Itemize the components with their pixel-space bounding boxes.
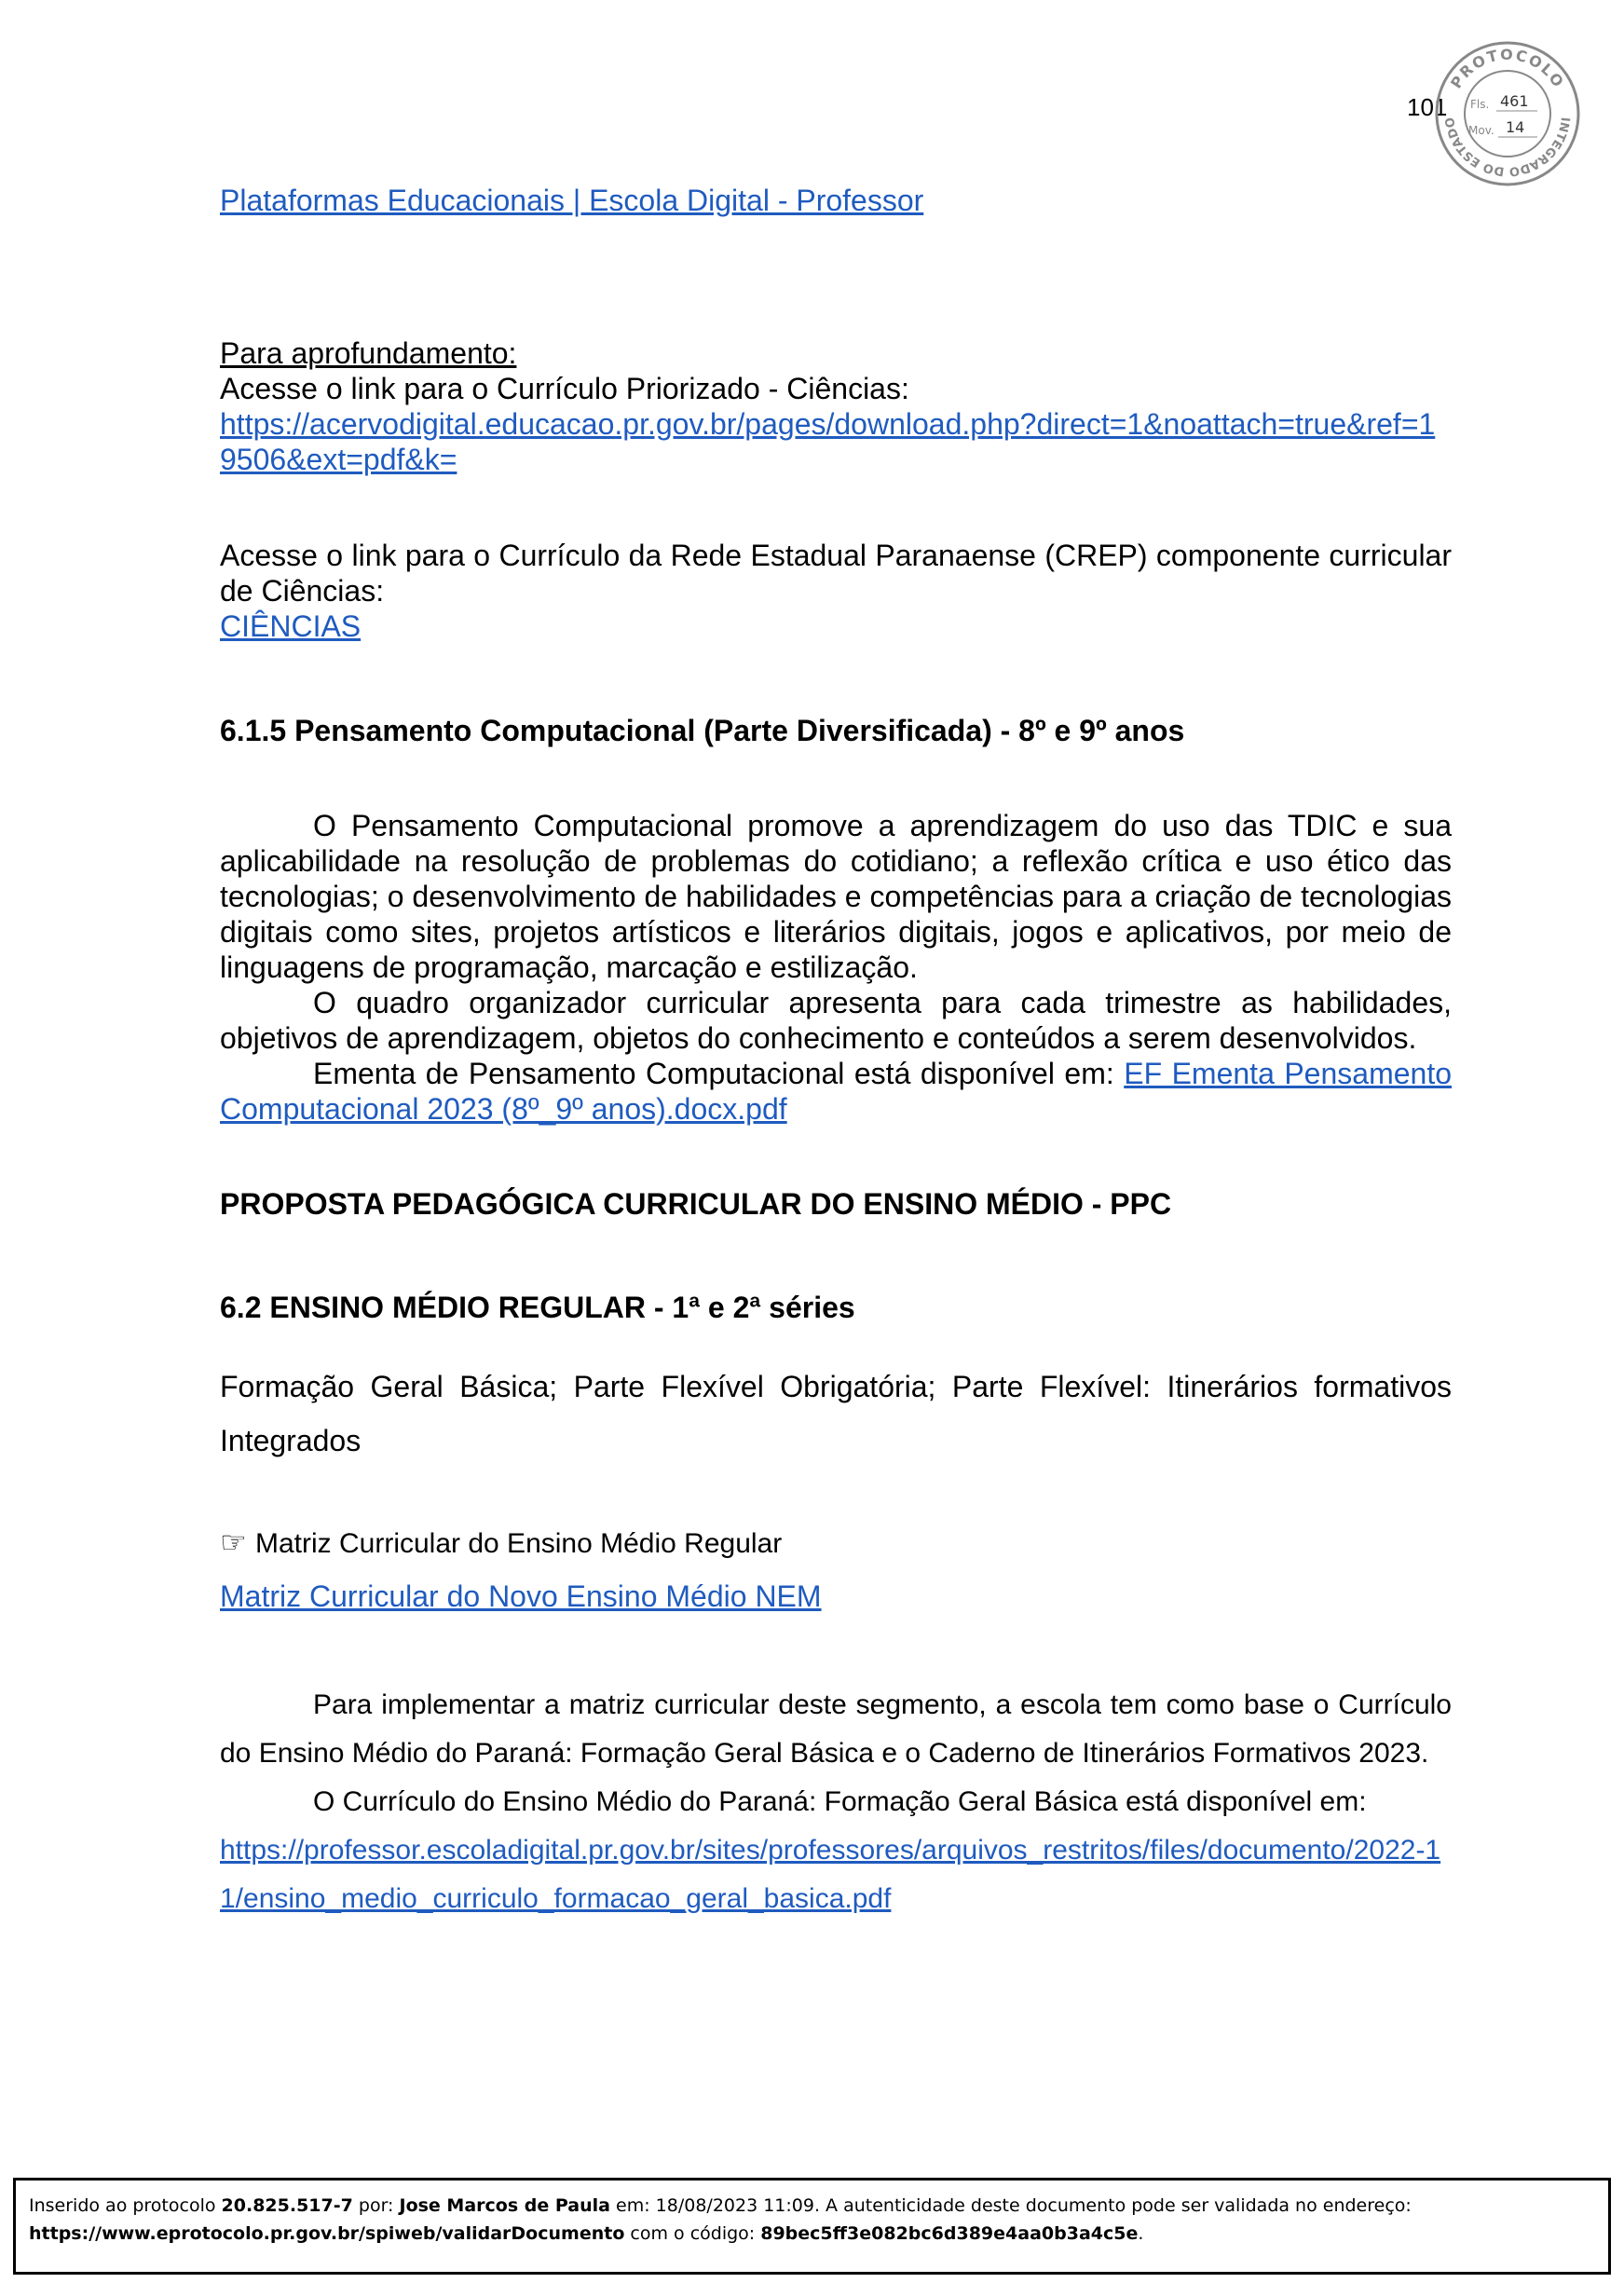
matriz-nem-link[interactable]: Matriz Curricular do Novo Ensino Médio NEM: [220, 1579, 822, 1613]
formation-text: Formação Geral Básica; Parte Flexível Obrigatória; Parte Flexível: Itinerários formativos Integrados: [220, 1370, 1452, 1457]
matrix-label-line: [220, 1524, 1452, 1563]
ciencias-link[interactable]: CIÊNCIAS: [220, 609, 362, 643]
footer-author: Jose Marcos de Paula: [399, 2195, 610, 2216]
svg-text:PROTOCOLO: [1447, 46, 1568, 91]
footer-t3: em: 18/08/2023 11:09. A autenticidade deste documento pode ser validada no endereço:: [609, 2195, 1412, 2216]
section-62-p2: O Currículo do Ensino Médio do Paraná: Formação Geral Básica está disponível em:: [313, 1786, 1367, 1817]
footer-line1: [29, 2192, 1595, 2220]
footer-t5: .: [1138, 2223, 1144, 2244]
stamp-bottom-text: INTEGRADO DO ESTADO: [1442, 116, 1572, 179]
section-615-body: [220, 808, 1452, 1127]
section-62-body: [220, 1681, 1452, 1923]
stamp-top-text: PROTOCOLO: [1447, 46, 1568, 92]
stamp-mov-value: 14: [1506, 118, 1525, 136]
section-615-p3: [220, 1056, 1452, 1127]
footer-validation-url[interactable]: https://www.eprotocolo.pr.gov.br/spiweb/validarDocumento: [29, 2223, 625, 2244]
deepening-line1: Acesse o link para o Currículo Priorizado - Ciências:: [220, 372, 909, 405]
deepening-label: Para aprofundamento:: [220, 336, 517, 370]
ementa-link[interactable]: EF Ementa Pensamento Computacional 2023 (8º_9º anos).docx.pdf: [220, 1057, 1453, 1126]
footer-code: 89bec5ff3e082bc6d389e4aa0b3a4c5e: [760, 2223, 1139, 2244]
stamp-fls-value: 461: [1500, 92, 1529, 110]
section-62-heading: 6.2 ENSINO MÉDIO REGULAR - 1ª e 2ª séries: [220, 1291, 855, 1324]
curriculo-priorizado-link[interactable]: https://acervodigital.educacao.pr.gov.br/pages/download.php?direct=1&noattach=true&ref=19506&ext=pdf&k=: [220, 407, 1436, 476]
section-615-p2: O quadro organizador curricular apresenta para cada trimestre as habilidades, objetivos de aprendizagem, objetos do conhecimento e conteúdos a serem desenvolvidos.: [220, 986, 1452, 1055]
footer-protocol-number: 20.825.517-7: [221, 2195, 353, 2216]
footer-t4: com o código:: [624, 2223, 761, 2244]
footer-line2: [29, 2220, 1595, 2248]
section-615-p3-text: Ementa de Pensamento Computacional está disponível em:: [313, 1057, 1125, 1090]
stamp-fls-label: Fls.: [1470, 98, 1490, 111]
matrix-label: Matriz Curricular do Ensino Médio Regular: [255, 1528, 783, 1559]
section-62-p1: Para implementar a matriz curricular deste segmento, a escola tem como base o Currículo do Ensino Médio do Paraná: Formação Geral Básica e o Caderno de Itinerários Formativos 2023.: [220, 1689, 1452, 1769]
footer-t1: Inserido ao protocolo: [29, 2195, 222, 2216]
protocol-stamp: [1433, 39, 1582, 188]
crep-text: Acesse o link para o Currículo da Rede Estadual Paranaense (CREP) componente curricular de Ciências:: [220, 539, 1452, 608]
section-615-heading: 6.1.5 Pensamento Computacional (Parte Diversificada) - 8º e 9º anos: [220, 714, 1185, 747]
pointing-hand-icon: ☞: [220, 1525, 247, 1559]
ppc-heading: PROPOSTA PEDAGÓGICA CURRICULAR DO ENSINO MÉDIO - PPC: [220, 1187, 1172, 1221]
protocol-footer: [13, 2178, 1611, 2275]
section-615-p1: O Pensamento Computacional promove a aprendizagem do uso das TDIC e sua aplicabilidade na resolução de problemas do cotidiano; a reflexão crítica e uso ético das tecnologias; o desenvolvimento de habilidades e competências para a criação de tecnologias digitais como sites, projetos artísticos e literários digitais, jogos e aplicativos, por meio de linguagens de programação, marcação e estilização.: [220, 809, 1452, 984]
crep-block: [220, 538, 1452, 644]
deepening-block: [220, 335, 1452, 477]
footer-t2: por:: [352, 2195, 400, 2216]
curriculo-em-link[interactable]: https://professor.escoladigital.pr.gov.br/sites/professores/arquivos_restritos/files/documento/2022-11/ensino_medio_curriculo_formacao_geral_basica.pdf: [220, 1835, 1441, 1914]
page-number: 101: [1407, 93, 1448, 121]
stamp-mov-label: Mov.: [1468, 124, 1494, 137]
plataformas-link[interactable]: Plataformas Educacionais | Escola Digital - Professor: [220, 184, 924, 217]
